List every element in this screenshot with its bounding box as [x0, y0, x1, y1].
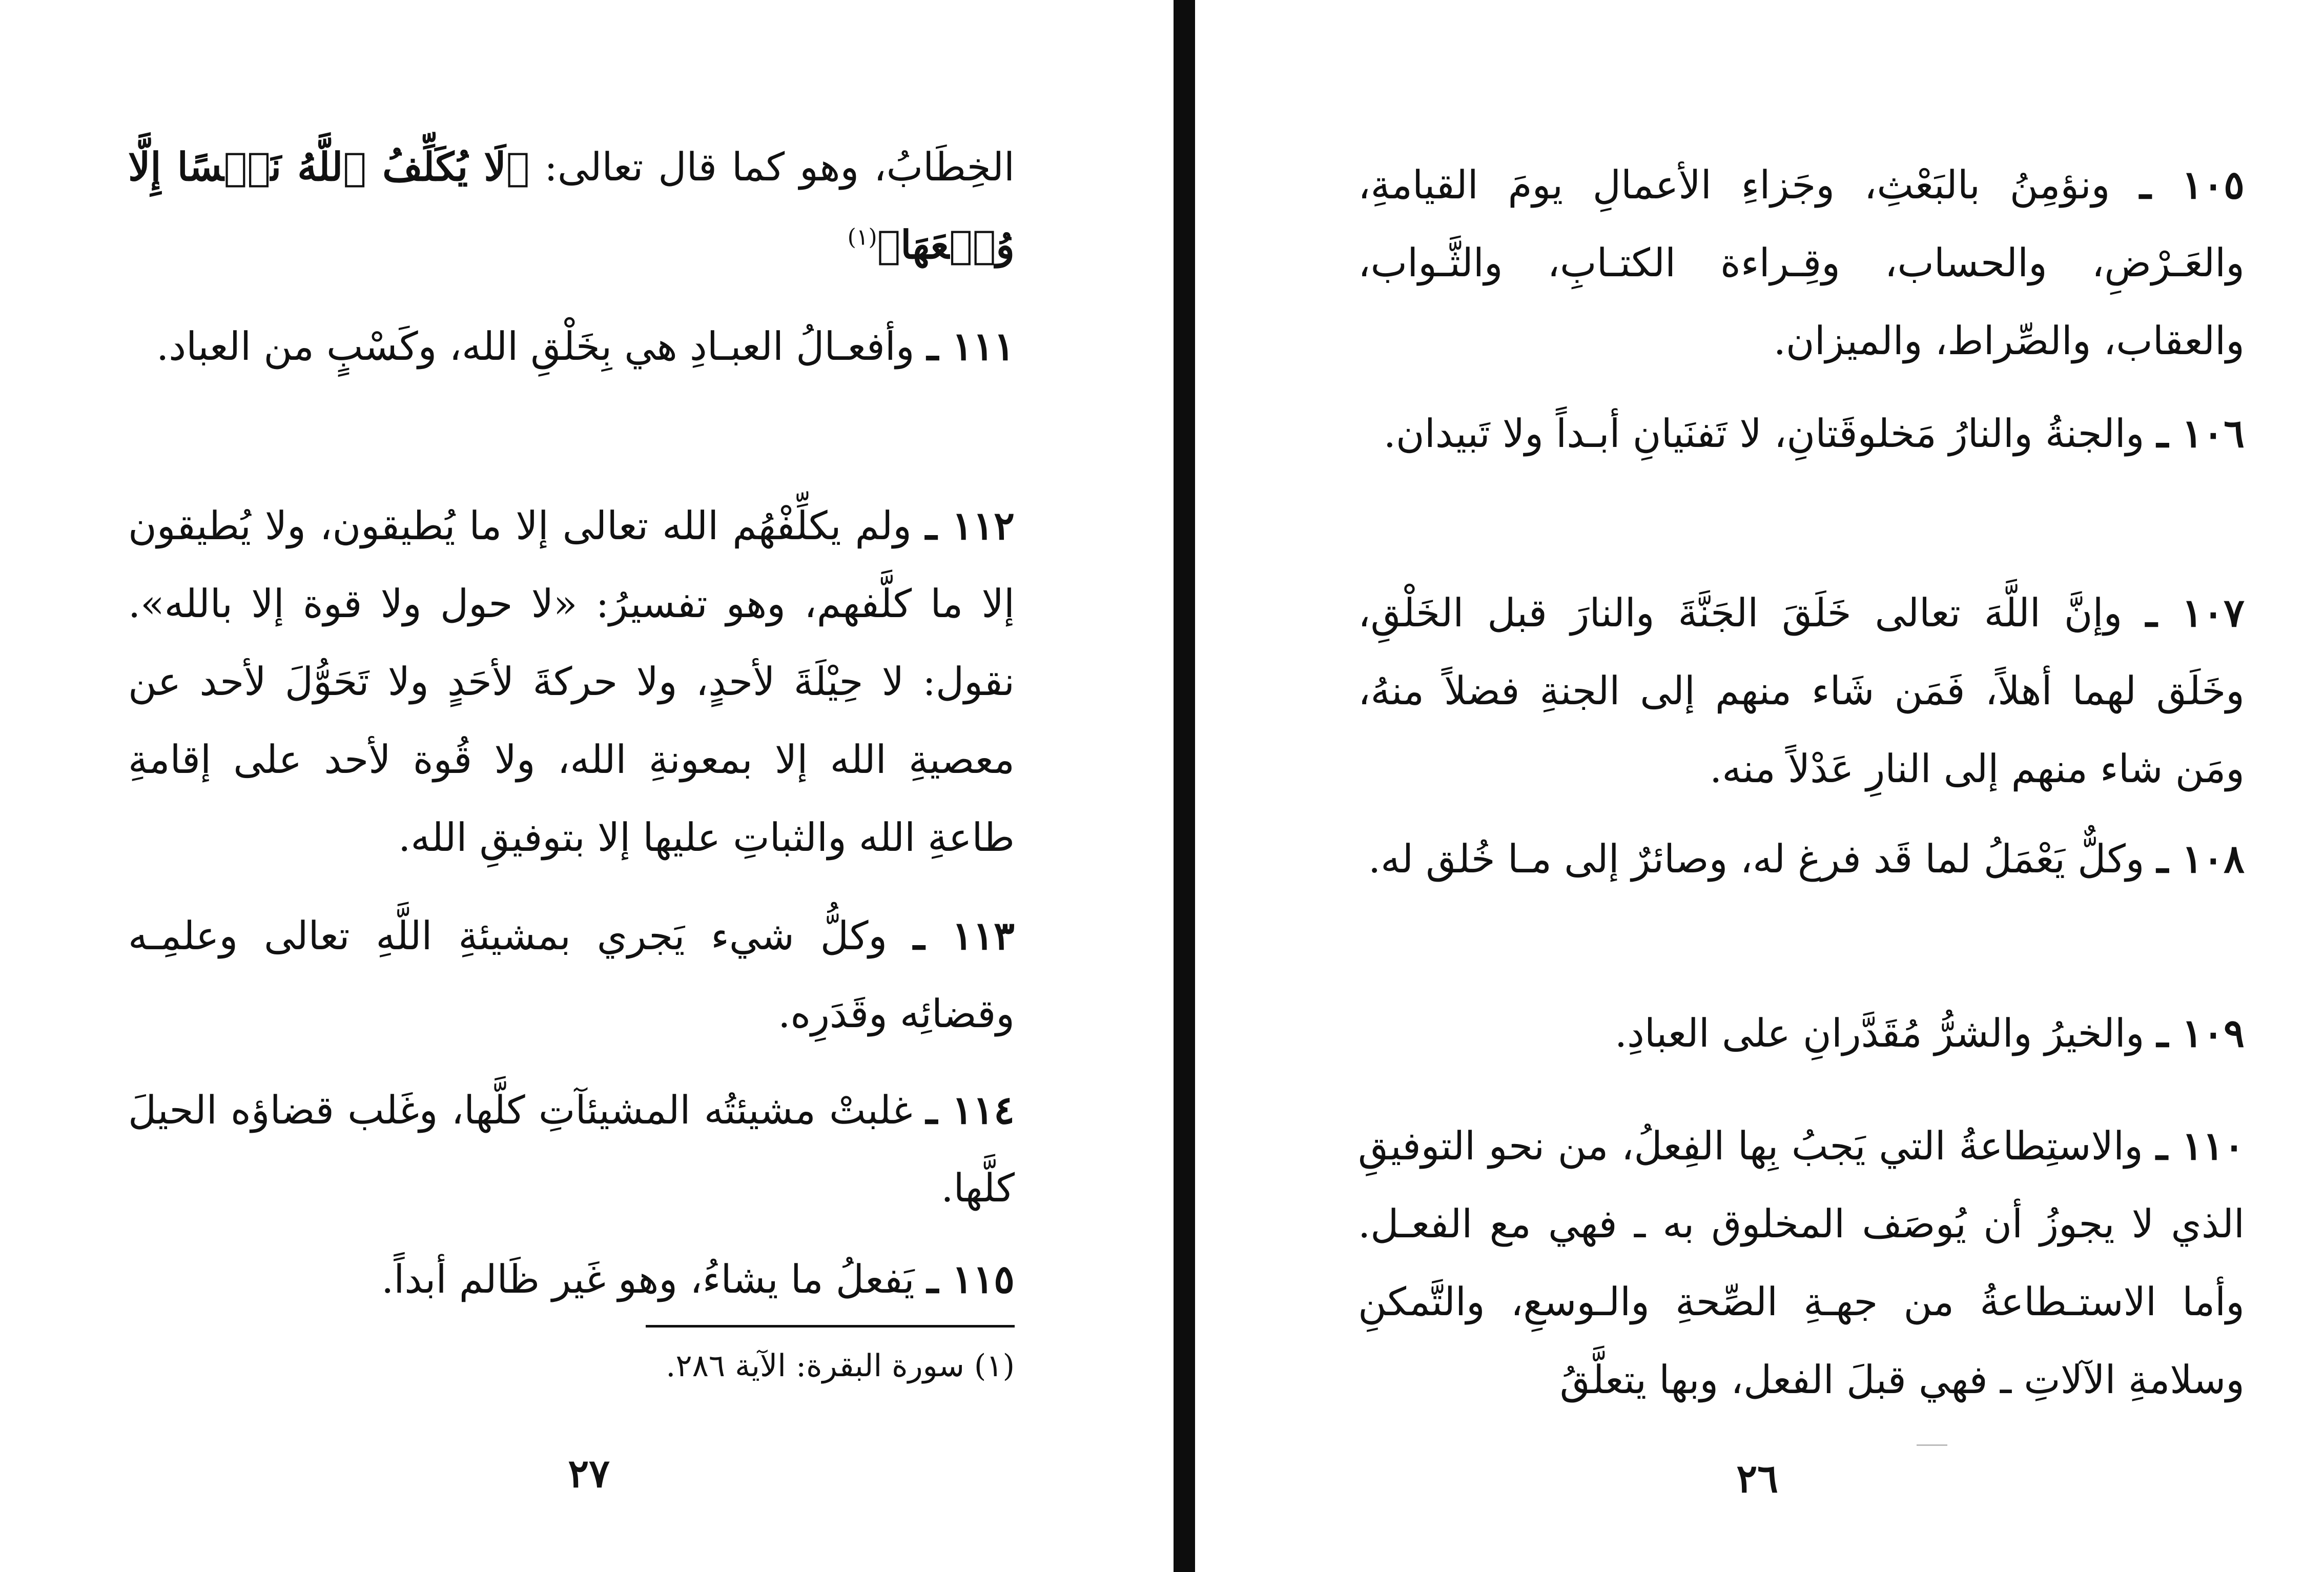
- item-number: ١٠٩ ـ: [2156, 1010, 2245, 1056]
- item-text: وأفعـالُ العبـادِ هي بِخَلْقِ الله، وكَسْبٍ من العباد.: [156, 323, 915, 369]
- item-text: غلبتْ مشيئتُه المشيئآتِ كلَّها، وغَلب قضاؤه الحيلَ كلَّها.: [128, 1087, 1015, 1211]
- item-110: [1358, 1107, 2245, 1419]
- item-number: ١٠٧ ـ: [2146, 590, 2245, 636]
- continuation-paragraph: [128, 128, 1015, 284]
- item-number: ١١٤ ـ: [926, 1087, 1015, 1133]
- item-number: ١٠٨ ـ: [2156, 836, 2245, 882]
- item-text: والاستِطاعةُ التي يَجبُ بِها الفِعلُ، من نحو التوفيقِ الذي لا يجوزُ أن يُوصَف المخلوق به ـ فهي مع الفعـل. وأما الاستـطاعةُ من جهـةِ الصِّحةِ والـوسعِ، والتَّمكنِ وسلامةِ الآلاتِ ـ فهي قبلَ الفعل، وبها يتعلَّقُ: [1358, 1123, 2245, 1402]
- item-107: [1358, 574, 2245, 808]
- item-105: [1358, 146, 2245, 380]
- item-109: [1358, 994, 2245, 1072]
- item-number: ١٠٦ ـ: [2156, 411, 2245, 456]
- item-text: وكلٌّ يَعْمَلُ لما قَد فرغ له، وصائرٌ إلى مـا خُلق له.: [1368, 836, 2145, 882]
- footnote-marker: (١): [847, 224, 877, 251]
- book-spine: [1174, 0, 1195, 1572]
- item-number: ١١٢ ـ: [925, 503, 1015, 548]
- page-27: [128, 0, 1015, 1572]
- item-number: ١٠٥ ـ: [2140, 162, 2245, 208]
- item-number: ١١٠ ـ: [2156, 1123, 2245, 1169]
- footnote: (١) سورة البقرة: الآية ٢٨٦.: [666, 1348, 1015, 1384]
- item-113: [128, 897, 1015, 1053]
- quran-verse: ﴿لَا يُكَلِّفُ ٱللَّهُ نَفۡسًا إِلَّا وُسۡعَهَا﴾: [128, 144, 1015, 268]
- item-114: [128, 1071, 1015, 1227]
- continuation-text: الخِطَابُ، وهو كما قال تعالى:: [529, 144, 1015, 190]
- item-text: ونؤمِنُ بالبَعْثِ، وجَزاءِ الأعمالِ يومَ القيامةِ، والعَـرْضِ، والحساب، وقِـراءة الكتـابِ، والثَّـواب، والعقاب، والصِّراط، والميزان.: [1358, 162, 2245, 363]
- item-text: وإنَّ اللَّهَ تعالى خَلَقَ الجَنَّةَ والنارَ قبل الخَلْقِ، وخَلَق لهما أهلاً، فَمَن شَاء منهم إلى الجنةِ فضلاً منهُ، ومَن شاء منهم إلى النارِ عَدْلاً منه.: [1358, 590, 2245, 791]
- page-number: ٢٧: [568, 1451, 610, 1496]
- item-text: والخيرُ والشرُّ مُقَدَّرانِ على العبادِ.: [1614, 1010, 2145, 1056]
- item-112: [128, 487, 1015, 876]
- scan-mark: [1917, 1444, 1947, 1446]
- item-115: [128, 1240, 1015, 1318]
- item-106: [1358, 395, 2245, 473]
- item-text: ولم يكلِّفْهُم الله تعالى إلا ما يُطيقون، ولا يُطيقون إلا ما كلَّفهم، وهو تفسيرُ: «لا حول ولا قوة إلا بالله». نقول: لا حِيْلَةَ لأحدٍ، ولا حركةَ لأحَدٍ ولا تَحَوُّلَ لأحد عن معصيةِ الله إلا بمعونةِ الله، ولا قُوة لأحد على إقامةِ طاعةِ الله والثباتِ عليها إلا بتوفيقِ الله.: [128, 503, 1015, 860]
- item-text: وكلُّ شيء يَجري بمشيئةِ اللَّهِ تعالى وعلمِـه وقضائِه وقَدَرِه.: [128, 913, 1015, 1036]
- item-111: [128, 308, 1015, 385]
- page-number: ٢٦: [1736, 1456, 1778, 1501]
- item-text: يَفعلُ ما يشاءُ، وهو غَير ظَالم أبداً.: [381, 1256, 915, 1302]
- item-number: ١١٣ ـ: [913, 913, 1015, 958]
- footnote-rule: [646, 1325, 1015, 1328]
- page-26: [1358, 0, 2245, 1572]
- item-text: والجنةُ والنارُ مَخلوقَتانِ، لا تَفنَيانِ أبـداً ولا تَبيدان.: [1383, 411, 2145, 456]
- item-number: ١١١ ـ: [927, 323, 1015, 369]
- item-number: ١١٥ ـ: [927, 1256, 1015, 1302]
- item-108: [1358, 820, 2245, 898]
